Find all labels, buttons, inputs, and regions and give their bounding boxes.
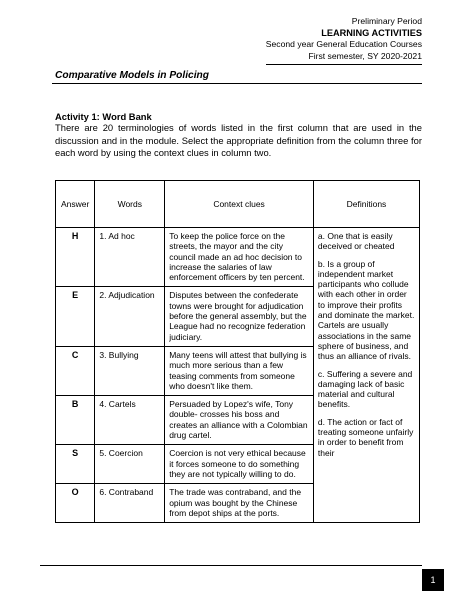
footer-divider <box>40 565 422 566</box>
context-clue-cell: Coercion is not very ethical because it forces someone to do something they are not typically willing to do. <box>165 445 314 484</box>
document-title: Comparative Models in Policing <box>55 70 209 81</box>
header-semester: First semester, SY 2020-2021 <box>308 50 422 61</box>
context-clue-cell: Many teens will attest that bullying is much more serious than a few teasing comments from someone who doesn't like them. <box>165 346 314 395</box>
context-clue-cell: To keep the police force on the streets, the mayor and the city council made an ad hoc decision to increase the salaries of law enforcement officers by ten percent. <box>165 228 314 287</box>
answer-cell[interactable]: E <box>56 287 95 346</box>
header-context-clues: Context clues <box>165 181 314 228</box>
definition-item: c. Suffering a severe and damaging lack of basic material and cultural benefits. <box>317 368 413 410</box>
answer-cell[interactable]: B <box>56 396 95 445</box>
page-header <box>266 16 422 62</box>
header-answer: Answer <box>56 181 95 228</box>
context-clue-cell: The trade was contraband, and the opium was bought by the Chinese from depot ships at the ports. <box>165 484 314 523</box>
word-bank-table <box>55 180 420 523</box>
table-row <box>56 228 420 287</box>
definition-item: a. One that is easily deceived or cheated <box>317 231 395 252</box>
definition-item: d. The action or fact of treating someone unfairly in order to benefit from their <box>317 416 414 458</box>
header-definitions: Definitions <box>313 181 419 228</box>
activity-instructions: There are 20 terminologies of words listed in the first column that are used in the discussion and in the module. Select the appropriate definition from the column three for each word by using the context clues in column two. <box>55 122 422 158</box>
header-period: Preliminary Period <box>351 16 422 26</box>
word-cell: 3. Bullying <box>95 346 165 395</box>
page-number: 1 <box>422 569 444 591</box>
header-learning-activities: LEARNING ACTIVITIES <box>321 27 422 38</box>
context-clue-cell: Persuaded by Lopez's wife, Tony double- crosses his boss and creates an alliance with a Colombian drug cartel. <box>165 396 314 445</box>
definitions-cell <box>313 228 419 523</box>
word-cell: 5. Coercion <box>95 445 165 484</box>
header-course: Second year General Education Courses <box>265 39 422 50</box>
word-cell: 1. Ad hoc <box>95 228 165 287</box>
word-cell: 2. Adjudication <box>95 287 165 346</box>
context-clue-cell: Disputes between the confederate towns were brought for adjudication before the general assembly, but the League had no recognize federation judiciary. <box>165 287 314 346</box>
answer-cell[interactable]: C <box>56 346 95 395</box>
answer-cell[interactable]: H <box>56 228 95 287</box>
activity-title: Activity 1: Word Bank <box>55 111 152 122</box>
answer-cell[interactable]: S <box>56 445 95 484</box>
word-cell: 4. Cartels <box>95 396 165 445</box>
title-divider <box>52 83 422 84</box>
answer-cell[interactable]: O <box>56 484 95 523</box>
definition-item: b. Is a group of independent market participants who collude with each other in order to improve their profits and dominate the market. Cartels are usually associations in the same sphere of business, and thus an alliance of rivals. <box>317 258 415 362</box>
table-header-row <box>56 181 420 228</box>
header-divider <box>266 64 422 65</box>
word-cell: 6. Contraband <box>95 484 165 523</box>
header-words: Words <box>95 181 165 228</box>
